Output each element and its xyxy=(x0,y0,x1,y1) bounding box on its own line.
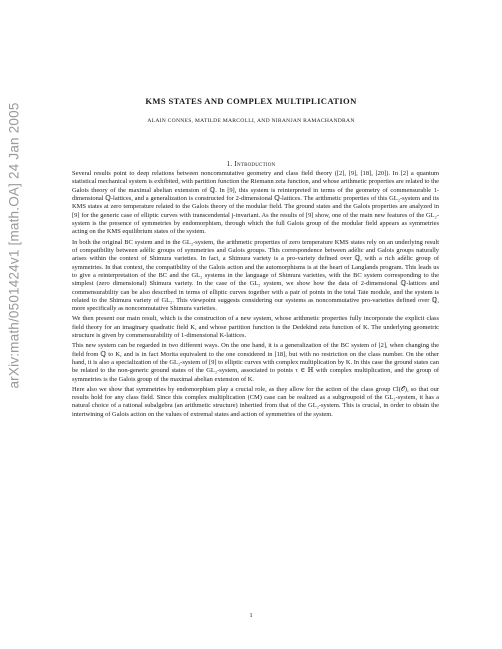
paragraph-3: We then present our main result, which is the construction of a new system, whose arithmetic properties fully incorporate the explicit class field theory for an imaginary quadratic field K, and whose partition function is the Dedekind zeta function of K. The underlying geometric structure is given by commensurability of 1-dimensional K-lattices. xyxy=(72,315,439,340)
paper-title: KMS STATES AND COMPLEX MULTIPLICATION xyxy=(145,96,357,106)
paragraph-1: Several results point to deep relations between noncommutative geometry and class field theory ([2], [9], [18], [20]). In [2] a quantum statistical mechanical system is exhibited, with partition function the Riemann zeta function, and whose arithmetic properties are related to the Galois theory of the maximal abelian extension of ℚ. In [9], this system is reinterpreted in terms of the geometry of commensurable 1-dimensional ℚ-lattices, and a generalization is constructed for 2-dimensional ℚ-lattices. The arithmetic properties of this GL₂-system and its KMS states at zero temperature related to the Galois theory of the modular field. The ground states and the Galois properties are analyzed in [9] for the generic case of elliptic curves with transcendental j-invariant. As the results of [9] show, one of the main new features of the GL₂-system is the presence of symmetries by endomorphism, through which the full Galois group of the modular field appears as symmetries acting on the KMS equilibrium states of the system. xyxy=(72,170,440,236)
section-heading-introduction: 1. Introduction xyxy=(226,160,276,168)
paragraph-5: Here also we show that symmetries by endomorphism play a crucial role, as they allow for the action of the class group Cl(𝒪), so that our results hold for any class field. Since this complex multiplication (CM) case can be realized as a subgroupoid of the GL₂-system, it has a natural choice of a rational subalgebra (an arithmetic structure) inherited from that of the GL₂-system. This is crucial, in order to obtain the intertwining of Galois action on the values of extremal states and action of symmetries of the system. xyxy=(72,385,439,418)
paper-authors: ALAIN CONNES, MATILDE MARCOLLI, AND NIRANJAN RAMACHANDRAN xyxy=(147,118,355,124)
introduction-body xyxy=(72,170,439,421)
arxiv-identifier-text: arXiv:math/0501424v1 [math.OA] 24 Jan 2005 xyxy=(6,101,22,389)
paragraph-2: In both the original BC system and in the GL₂-system, the arithmetic properties of zero temperature KMS states rely on an underlying result of compatibility between adèlic groups of symmetries and Galois groups. This correspondence between adèlic and Galois groups naturally arises within the context of Shimura varieties. In fact, a Shimura variety is a pro-variety defined over ℚ, with a rich adèlic group of symmetries. In that context, the compatibility of the Galois action and the automorphisms is at the heart of Langlands program. This leads us to give a reinterpretation of the BC and the GL₂ systems in the language of Shimura varieties, with the BC system corresponding to the simplest (zero dimensional) Shimura variety. In the case of the GL₂ system, we show how the data of 2-dimensional ℚ-lattices and commensurability can be also described in terms of elliptic curves together with a pair of points in the total Tate module, and the system is related to the Shimura variety of GL₂. This viewpoint suggests considering our systems as noncommutative pro-varieties defined over ℚ, more specifically as noncommutative Shimura varieties. xyxy=(72,238,439,313)
page-number: 1 xyxy=(249,612,253,619)
paragraph-4: This new system can be regarded in two different ways. On the one hand, it is a generalization of the BC system of [2], when changing the field from ℚ to K, and is in fact Morita equivalent to the one considered in [18], but with no restriction on the class number. On the other hand, it is also a specialization of the GL₂-system of [9] to elliptic curves with complex multiplication by K. In this case the ground states can be related to the non-generic ground states of the GL₂-system, associated to points τ ∈ ℍ with complex multiplication, and the group of symmetries is the Galois group of the maximal abelian extension of K. xyxy=(72,342,439,383)
